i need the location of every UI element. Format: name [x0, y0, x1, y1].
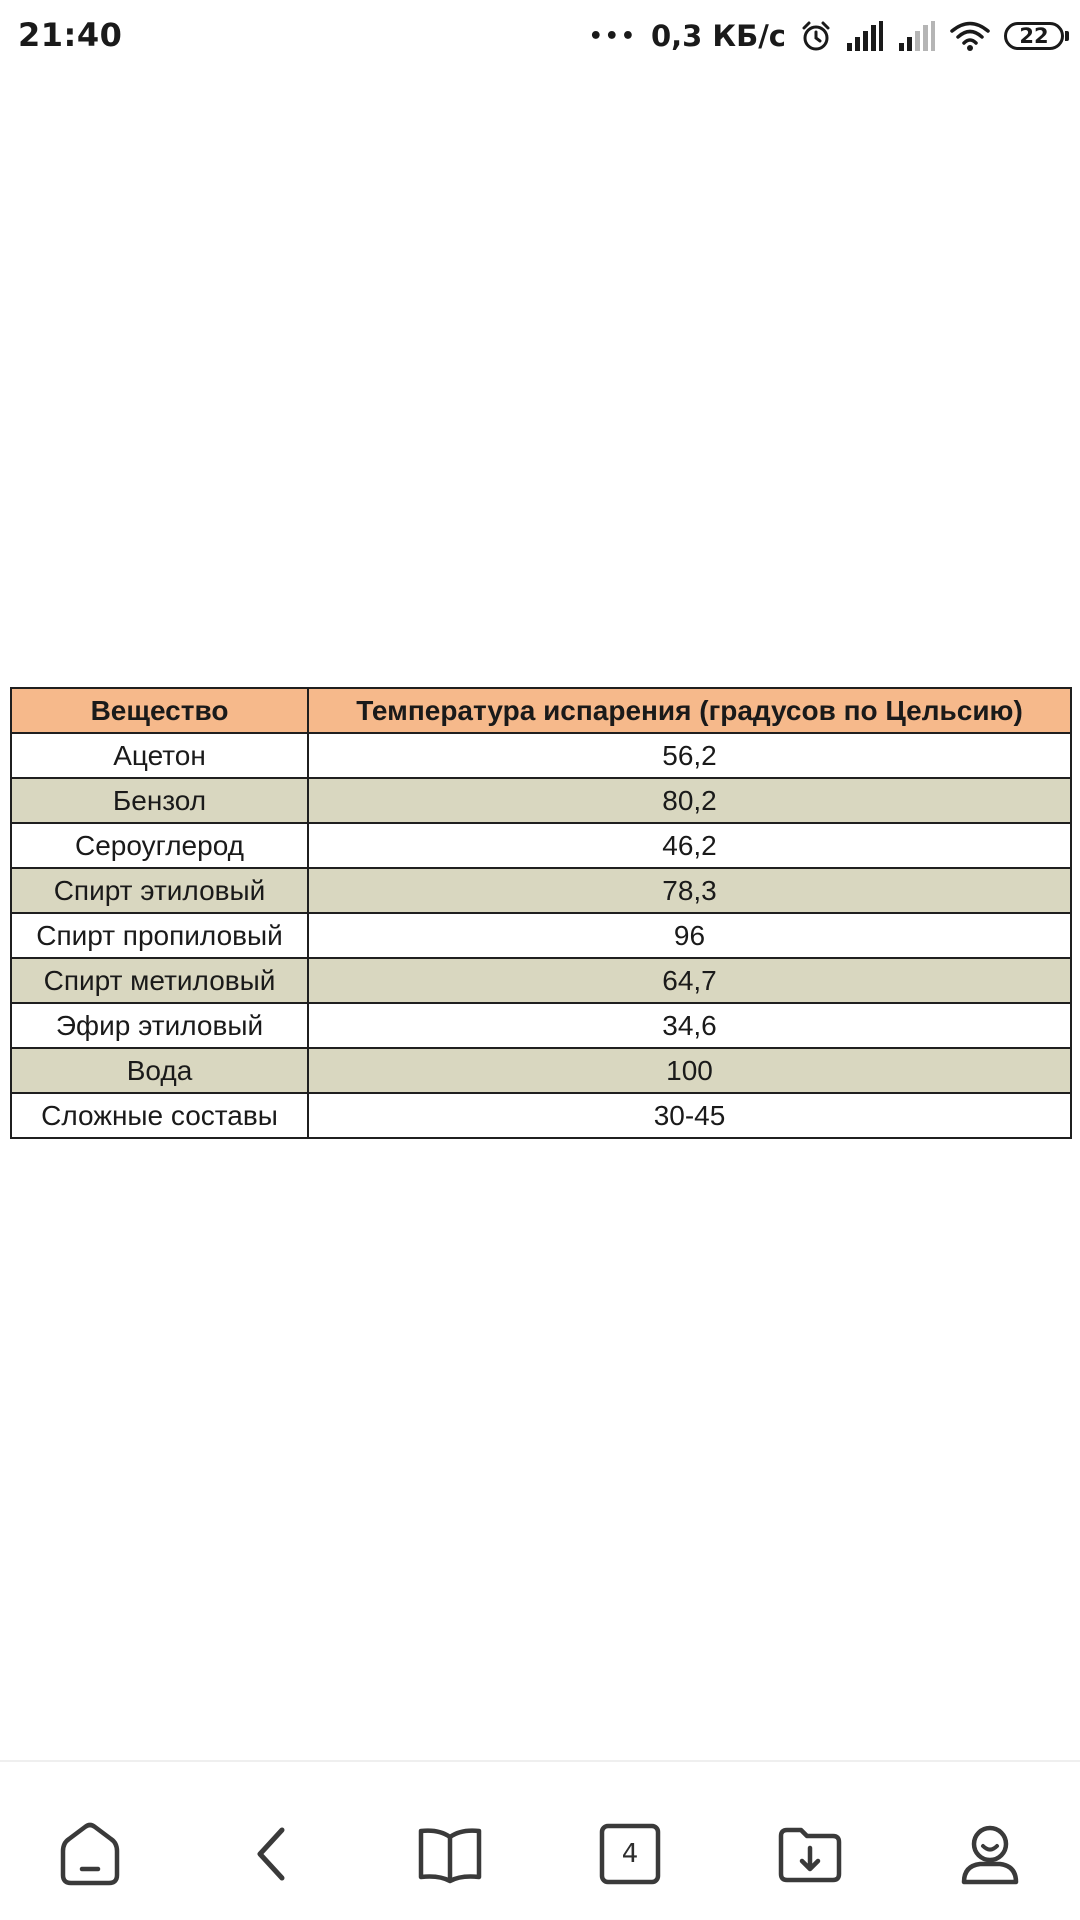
battery-indicator [1004, 22, 1064, 50]
downloads-folder-icon [775, 1824, 845, 1884]
back-icon [250, 1824, 290, 1884]
table-header-row [11, 688, 1071, 733]
substance-cell: Сложные составы [11, 1093, 308, 1138]
substance-cell: Сероуглерод [11, 823, 308, 868]
temperature-cell: 46,2 [308, 823, 1071, 868]
home-button[interactable] [50, 1814, 130, 1894]
battery-level: 22 [1019, 23, 1049, 48]
downloads-button[interactable] [770, 1814, 850, 1894]
temperature-cell: 78,3 [308, 868, 1071, 913]
table-row [11, 778, 1071, 823]
substance-cell: Вода [11, 1048, 308, 1093]
alarm-icon [800, 20, 832, 52]
temperature-cell: 80,2 [308, 778, 1071, 823]
table-row [11, 1003, 1071, 1048]
status-bar [0, 0, 1080, 76]
bottom-navigation-bar [0, 1760, 1080, 1920]
table-row [11, 1093, 1071, 1138]
substance-cell: Ацетон [11, 733, 308, 778]
table-row [11, 913, 1071, 958]
temperature-cell: 96 [308, 913, 1071, 958]
table-row [11, 733, 1071, 778]
bookmarks-button[interactable] [410, 1814, 490, 1894]
status-indicators [575, 14, 1064, 58]
wifi-icon [950, 20, 990, 52]
substance-cell: Эфир этиловый [11, 1003, 308, 1048]
temperature-cell: 100 [308, 1048, 1071, 1093]
substance-cell: Спирт метиловый [11, 958, 308, 1003]
substance-cell: Спирт этиловый [11, 868, 308, 913]
signal-weak-icon [898, 21, 936, 51]
temperature-cell: 30-45 [308, 1093, 1071, 1138]
status-clock: 21:40 [18, 16, 123, 54]
profile-button[interactable] [950, 1814, 1030, 1894]
table-image [10, 687, 1070, 1139]
substance-cell: Спирт пропиловый [11, 913, 308, 958]
network-speed: 0,3 КБ/с [650, 19, 786, 53]
evaporation-temperature-table [10, 687, 1072, 1139]
table-row [11, 958, 1071, 1003]
substance-cell: Бензол [11, 778, 308, 823]
temperature-cell: 64,7 [308, 958, 1071, 1003]
bookmarks-book-icon [415, 1823, 485, 1885]
table-row [11, 1048, 1071, 1093]
table-row [11, 823, 1071, 868]
tabs-count: 4 [621, 1839, 639, 1869]
more-notifications-dots: ••• [588, 23, 637, 49]
back-button[interactable] [230, 1814, 310, 1894]
home-icon [55, 1821, 125, 1887]
signal-icon [846, 21, 884, 51]
tabs-button[interactable] [590, 1814, 670, 1894]
temperature-cell: 34,6 [308, 1003, 1071, 1048]
table-row [11, 868, 1071, 913]
temperature-cell: 56,2 [308, 733, 1071, 778]
column-header-temperature: Температура испарения (градусов по Цельсию) [308, 688, 1071, 733]
column-header-substance: Вещество [11, 688, 308, 733]
profile-icon [958, 1822, 1022, 1886]
